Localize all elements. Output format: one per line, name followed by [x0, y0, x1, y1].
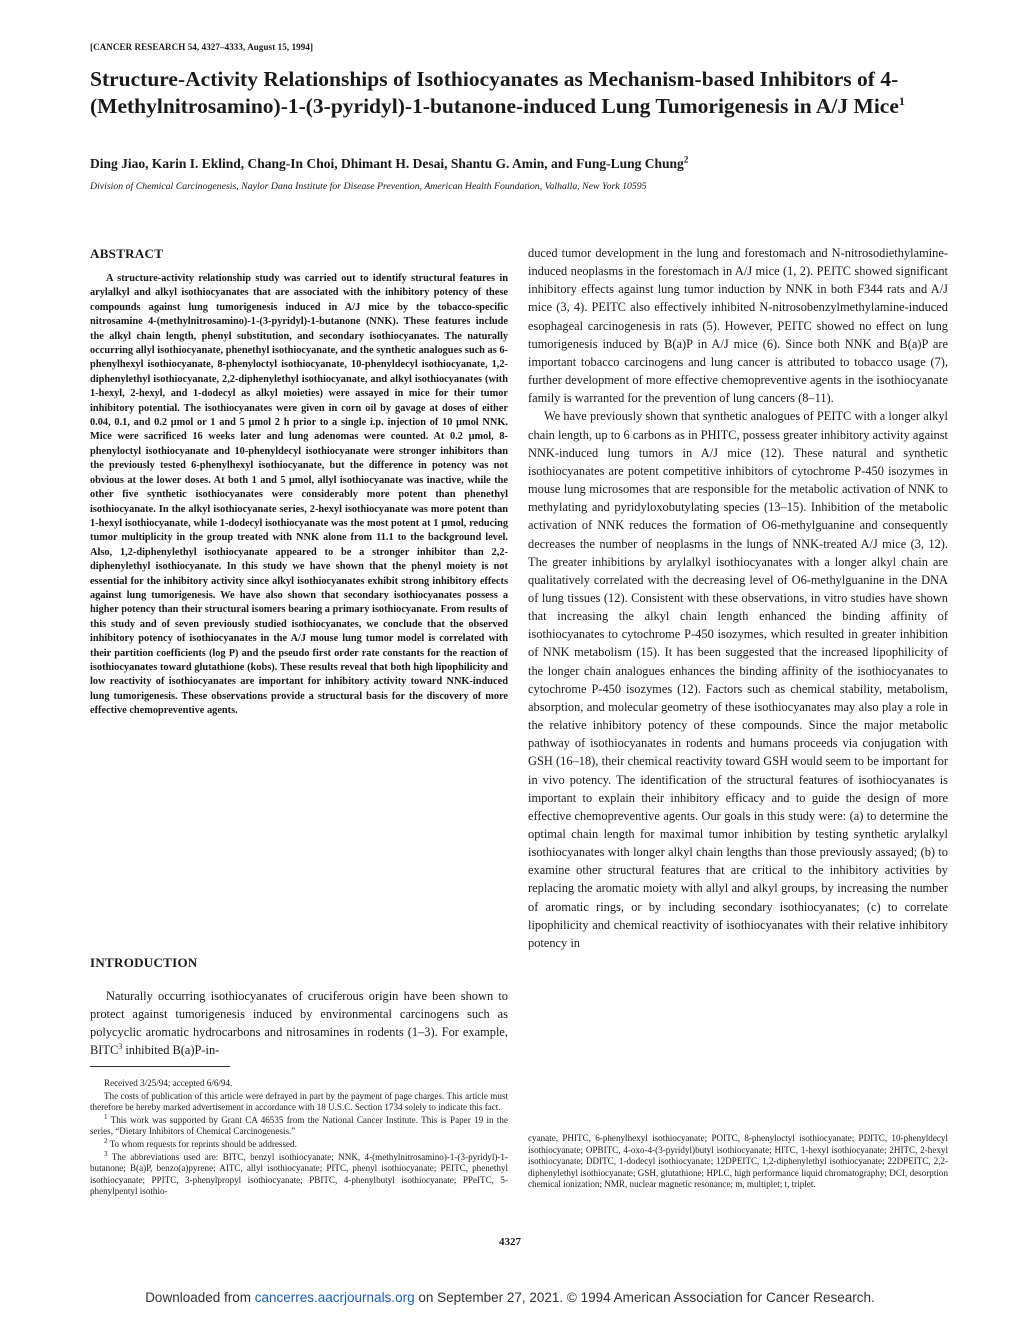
download-prefix: Downloaded from [145, 1290, 255, 1305]
footnote-1 [90, 1112, 508, 1138]
article-title-text: Structure-Activity Relationships of Isothiocyanates as Mechanism-based Inhibitors of 4-(Methylnitrosamino)-1-(3-pyridyl)-1-butanone-induced Lung Tumorigenesis in A/J Mice [90, 67, 899, 118]
introduction-text-tail: inhibited B(a)P-in- [122, 1043, 220, 1058]
footnote-received: Received 3/25/94; accepted 6/6/94. [104, 1078, 233, 1088]
author-footnote-mark: 2 [683, 154, 689, 165]
footnotes [90, 1078, 508, 1199]
footnote-costs: The costs of publication of this article were defrayed in part by the payment of page charges. This article must therefore be hereby marked advertisement in accordance with 18 U.S.C. Section 1734 solely to indicate this fact. [90, 1090, 508, 1113]
introduction-heading: INTRODUCTION [90, 955, 198, 970]
affiliation: Division of Chemical Carcinogenesis, Naylor Dana Institute for Disease Prevention, American Health Foundation, Valhalla, New York 10595 [90, 181, 647, 192]
author-list [90, 156, 950, 172]
footnote-2-text: To whom requests for reprints should be addressed. [107, 1138, 297, 1149]
introduction-text-main: Naturally occurring isothiocyanates of cruciferous origin have been shown to protect against tumorigenesis induced by environmental carcinogens such as polycyclic aromatic hydrocarbons and nitrosamines in rodents (1–3). For example, BITC [90, 989, 508, 1058]
abstract-text: A structure-activity relationship study was carried out to identify structural features in arylalkyl and alkyl isothiocyanates that are associated with the inhibitory potency of these compounds against lung tumorigenesis induced in A/J mice by the tobacco-specific nitrosamine 4-(methylnitrosamino)-1-(3-pyridyl)-1-butanone (NNK). These features include the alkyl chain length, phenyl substitution, and secondary isothiocyanates. The naturally occurring allyl isothiocyanate, phenethyl isothiocyanate, and the synthetic analogues such as 6-phenylhexyl isothiocyanate, 8-phenyloctyl isothiocyanate, 10-phenyldecyl isothiocyanate, 1,2-diphenylethyl isothiocyanate, 2,2-diphenylethyl isothiocyanate, and alkyl isothiocyanates (with 1-hexyl, 2-hexyl, and 1-dodecyl as alkyl moieties) were assayed in mice for their tumor inhibitory potential. The isothiocyanates were given in corn oil by gavage at doses of either 0.04, 0.1, and 0.2 μmol or 1 and 5 μmol 2 h prior to a single i.p. injection of 10 μmol NNK. Mice were sacrificed 16 weeks later and lung adenomas were counted. At 0.2 μmol, 8-phenyloctyl isothiocyanate and 10-phenyldecyl isothiocyanate were stronger inhibitors than the previously tested 6-phenylhexyl isothiocyanate, but the difference in potency was not obvious at the lower doses. At both 1 and 5 μmol, allyl isothiocyanate was inactive, while the other five synthetic isothiocyanates were considerably more potent than phenethyl isothiocyanate. In the alkyl isothiocyanate series, 2-hexyl isothiocyanate was more potent than 1-hexyl isothiocyanate, while 1-dodecyl isothiocyanate was the most potent at 1 μmol, reducing tumor multiplicity in the group treated with NNK alone from 11.1 to the background level. Also, 1,2-diphenylethyl isothiocyanate appeared to be a stronger inhibitor than 2,2-diphenylethyl isothiocyanate. In this study we have shown that the phenyl moiety is not essential for the inhibitory activity since alkyl isothiocyanates exhibit strong inhibitory effects against lung tumorigenesis. We have also shown that secondary isothiocyanates possess a higher potency than their structural isomers bearing a primary isothiocyanate. From results of this study and of seven previously studied isothiocyanates, we conclude that the observed inhibitory potency of isothiocyanates in the A/J mouse lung tumor model is correlated with their partition coefficients (log P) and the pseudo first order rate constants for the reaction of isothiocyanates toward glutathione (kobs). These results reveal that both high lipophilicity and low reactivity of isothiocyanates are important for inhibitory activity toward NNK-induced lung tumorigenesis. These observations provide a structural basis for the discovery of more effective chemopreventive agents. [90, 273, 508, 717]
journal-citation: [CANCER RESEARCH 54, 4327–4333, August 15, 1994] [90, 42, 314, 52]
right-column-text [528, 244, 948, 952]
footnote-1-mark: 1 [104, 1112, 108, 1121]
author-names: Ding Jiao, Karin I. Eklind, Chang-In Choi, Dhimant H. Desai, Shantu G. Amin, and Fung-Lung Chung [90, 156, 684, 171]
title-footnote-mark: 1 [898, 93, 905, 108]
footnote-3 [90, 1149, 508, 1198]
footnote-2-mark: 2 [104, 1136, 108, 1145]
download-notice [90, 1290, 930, 1306]
article-title [90, 66, 950, 120]
page-number: 4327 [499, 1236, 521, 1248]
footnote-divider [90, 1066, 230, 1067]
footnote-3-continued: cyanate, PHITC, 6-phenylhexyl isothiocyanate; POITC, 8-phenyloctyl isothiocyanate; PDITC, 10-phenyldecyl isothiocyanate; OPBITC, 4-oxo-4-(3-pyridyl)butyl isothiocyanate; HITC, 1-hexyl isothiocyanate; 2HITC, 2-hexyl isothiocyanate; DDITC, 1-dodecyl isothiocyanate; 12DPEITC, 1,2-diphenylethyl isothiocyanate; 22DPEITC, 2,2-diphenylethyl isothiocyanate; GSH, glutathione; HPLC, high performance liquid chromatography; DCI, desorption chemical ionization; NMR, nuclear magnetic resonance; m, multiplet; t, triplet. [528, 1133, 948, 1190]
right-column-paragraph-2: We have previously shown that synthetic analogues of PEITC with a longer alkyl chain length, up to 6 carbons as in PHITC, possess greater inhibitory activity against NNK-induced lung tumors in A/J mice (12). These natural and synthetic isothiocyanates are potent competitive inhibitors of cytochrome P-450 isozymes in mouse lung microsomes that are responsible for the metabolic activation of NNK to methylating and pyridyloxobutylating species (13–15). Inhibition of the metabolic activation of NNK reduces the formation of O6-methylguanine and consequently decreases the number of neoplasms in the lungs of NNK-treated A/J mice (3, 12). The greater inhibitions by arylalkyl isothiocyanates with a longer alkyl chain are qualitatively correlated with the decreasing level of O6-methylguanine in the DNA of lung tissues (12). Consistent with these observations, in vitro studies have shown that increasing the alkyl chain length enhanced the binding affinity of isothiocyanates to cytochrome P-450 isozymes, which resulted in greater inhibition of NNK metabolism (15). It has been suggested that the increased lipophilicity of the longer chain analogues enhances the binding affinity of the isothiocyanates to cytochrome P-450 isozymes (12). Factors such as chemical stability, metabolism, absorption, and molecular geometry of these isothiocyanates may also play a role in the relative inhibitory potency of these compounds. Since the major metabolic pathway of isothiocyanates in rodents and humans proceeds via conjugation with GSH (16–18), their chemical reactivity toward GSH would seem to be important for in vivo potency. The identification of the structural features of isothiocyanates is important to explain their inhibitory efficacy and to guide the design of more effective chemopreventive agents. Our goals in this study were: (a) to determine the optimal chain length for maximal tumor inhibition by testing synthetic arylalkyl isothiocyanates with longer alkyl chain lengths than those previously assayed; (b) to examine other structural features that are critical to the inhibitory activities by replacing the aromatic moiety with allyl and alkyl groups, by increasing the number of aromatic rings, or by including secondary isothiocyanates; (c) to correlate lipophilicity and chemical reactivity of isothiocyanates with their relative inhibitory potency in [528, 409, 948, 950]
right-column-paragraph-1: duced tumor development in the lung and forestomach and N-nitrosodiethylamine-induced neoplasms in the forestomach in A/J mice (1, 2). PEITC showed significant inhibitory effects against lung tumor induction by NNK in both F344 rats and A/J mice (3, 4). PEITC also effectively inhibited N-nitrosobenzylmethylamine-induced esophageal carcinogenesis in rats (5). However, PEITC showed no effect on lung tumorigenesis induced by B(a)P in A/J mice (6). Since both NNK and B(a)P are important tobacco carcinogens and lung cancer is attributed to tobacco usage (7), further development of more effective chemopreventive agents in the isothiocyanate family is warranted for the prevention of lung cancers (8–11). [528, 246, 948, 406]
footnote-1-text: This work was supported by Grant CA 46535 from the National Cancer Institute. This is Paper 19 in the series, “Dietary Inhibitors of Chemical Carcinogenesis.” [90, 1114, 508, 1137]
abstract-heading: ABSTRACT [90, 246, 164, 261]
introduction-text [90, 987, 508, 1059]
abbreviation-footnote-mark: 3 [118, 1042, 123, 1052]
footnote-3-text: The abbreviations used are: BITC, benzyl isothiocyanate; NNK, 4-(methylnitrosamino)-1-(3-pyridyl)-1-butanone; B(a)P, benzo(a)pyrene; AITC, allyl isothiocyanate; PITC, phenyl isothiocyanate; PEITC, phenethyl isothiocyanate; PPITC, 3-phenylpropyl isothiocyanate; PBITC, 4-phenylbutyl isothiocyanate; PPeITC, 5-phenylpentyl isothio- [90, 1151, 508, 1197]
footnote-2 [90, 1136, 508, 1151]
download-suffix: on September 27, 2021. © 1994 American Association for Cancer Research. [414, 1290, 875, 1305]
footnote-3-mark: 3 [104, 1149, 108, 1158]
journal-site-link[interactable]: cancerres.aacrjournals.org [254, 1290, 415, 1305]
